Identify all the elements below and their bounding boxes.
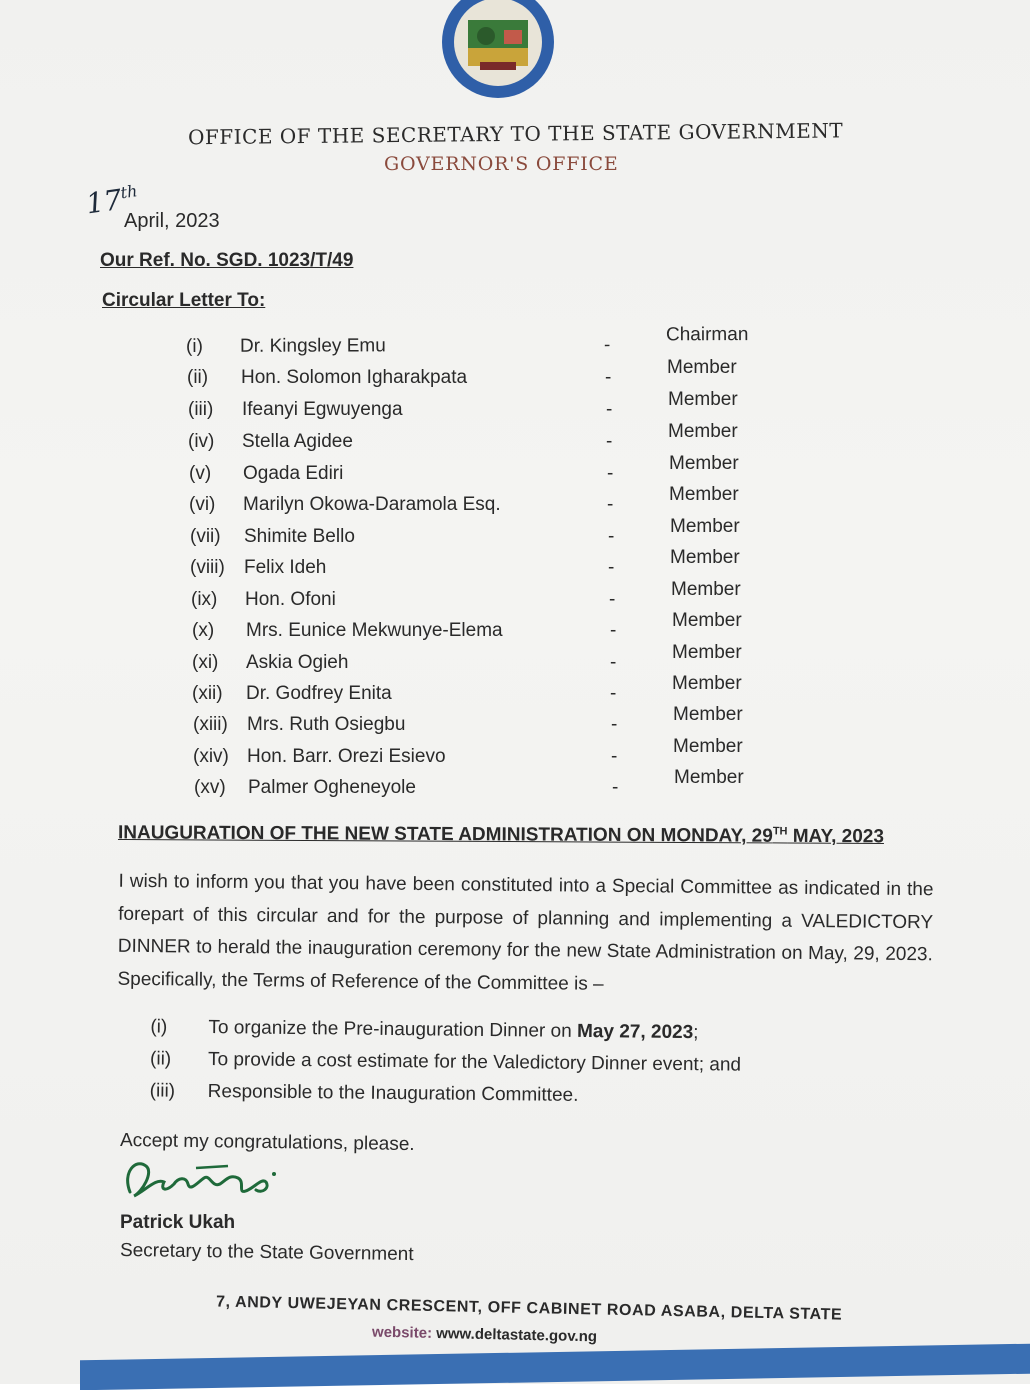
letter-page: OFFICE OF THE SECRETARY TO THE STATE GOVERNMENT GOVERNOR'S OFFICE 17th April, 2023 Our Ref. No. SGD. 1023/T/49 Circular Letter To: (i) Dr. Kingsley Emu - Chairman (ii) Hon. Solomon Igharakpata - Member (iii) Ifeanyi Egwuyenga - Member (iv) Stella Agidee - Member (v) Ogada Ediri - Member (vi) Marilyn Okowa-Daramola Esq. - Member (vii) Shimite Bello - Member (viii) Felix Ideh - Member (ix) Hon. Ofoni - Member (x) Mrs. Eunice Mekwunye-Elema - Member (xi) Askia Ogieh - Member (xii) Dr. Godfrey Enita - Member (xiii) Mrs. Ruth Osiegbu - Member (xiv) Hon. Barr. Orezi Esievo - Member (xv) Palmer Ogheneyole - Member INAUGURATION OF THE NEW STATE ADMINISTRATION ON MONDAY, 29TH MAY, 2023 I wish to inform you that you have been constituted into a Special Committee as indicated in the forepart of this circular and for the purpose of planning and implementing a VALEDICTORY DINNER to herald the inauguration ceremony for the new State Administration on May, 29, 2023. Specifically, the Terms of Reference of the Committee is – (i) To organize the Pre-inauguration Dinner on May 27, 2023; (ii) To provide a cost estimate for the Valedictory Dinner event; and (iii) Responsible to the Inauguration Committee. Accept my congratulations, please. Patrick Ukah Secretary to the State Government 7, ANDY UWEJEYAN CRESCENT, OFF CABINET ROAD ASABA, DELTA STATE website: www.deltastate.gov.ng [0,0,1030,1384]
footer-address: 7, ANDY UWEJEYAN CRESCENT, OFF CABINET ROAD ASABA, DELTA STATE [215,1293,843,1324]
term-item: (ii) To provide a cost estimate for the Valedictory Dinner event; and [149,1048,742,1076]
subject-heading: INAUGURATION OF THE NEW STATE ADMINISTRATION ON MONDAY, 29TH MAY, 2023 [117,822,885,848]
letterhead-office: OFFICE OF THE SECRETARY TO THE STATE GOVERNMENT [187,118,844,150]
signatory-title: Secretary to the State Government [119,1239,414,1266]
letter-date: April, 2023 [124,210,220,232]
circular-heading: Circular Letter To: [102,290,266,311]
body-paragraph: I wish to inform you that you have been constituted into a Special Committee as indicated in the forepart of this circular and for the purpose of planning and implementing a VALEDICTORY DINNER to herald the inauguration ceremony for the new State Administration on May, 29, 2023. Specifically, the Terms of Reference of the Committee is – [117,870,934,995]
reference-number: Our Ref. No. SGD. 1023/T/49 [100,250,354,271]
term-item: (i) To organize the Pre-inauguration Dinner on May 27, 2023; [150,1016,699,1044]
footer-stripe [80,1344,1030,1390]
footer-website: website: www.deltastate.gov.ng [371,1323,598,1346]
terms-of-reference [150,1016,831,1119]
letterhead-sub-office: GOVERNOR'S OFFICE [384,153,619,175]
closing-line: Accept my congratulations, please. [119,1129,415,1156]
signature-icon [116,1152,286,1208]
handwritten-day: 17th [83,181,139,221]
signatory-name: Patrick Ukah [120,1212,236,1233]
state-seal-icon [428,0,568,100]
term-item: (iii) Responsible to the Inauguration Committee. [149,1080,579,1106]
